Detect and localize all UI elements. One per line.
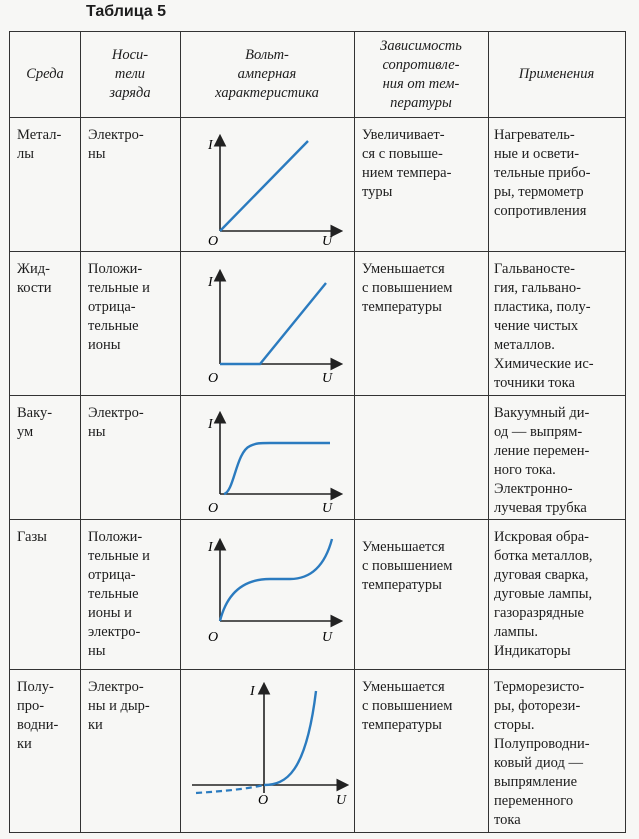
row-applications: Терморезисто- ры, фоторези- сторы. Полупроводни- ковый диод — выпрямление переменного тока [494,679,590,828]
axis-label-current: I [250,684,255,699]
row-medium: Полу- про- водни- ки [17,679,59,752]
column-divider [488,32,489,832]
row-resistance: Увеличивает- ся с повыше- нием темпера- туры [362,127,452,200]
properties-table [9,31,626,833]
row-applications: Нагреватель- ные и освети- тельные прибо- ры, термометр сопротивления [494,127,591,219]
row-divider [10,519,625,520]
axis-label-origin: O [208,234,219,248]
iv-curve-linear [220,141,308,231]
row-divider [10,251,625,252]
row-carriers: Электро- ны [88,127,144,162]
iv-graph-semiconductors [186,673,352,808]
iv-graph-metals [190,123,350,248]
iv-graph-liquids [190,258,350,388]
row-medium: Ваку- ум [17,405,53,440]
iv-curve-forward [264,691,316,785]
column-divider [180,32,181,832]
row-carriers: Положи- тельные и отрица- тельные ионы и электро- ны [88,529,150,659]
axis-label-voltage: U [322,234,333,248]
iv-curve-threshold [220,283,326,364]
row-carriers: Электро- ны и дыр- ки [88,679,150,733]
row-applications: Гальваносте- гия, гальвано- пластика, полу- чение чистых металлов. Химические ис- точники тока [494,261,594,391]
header-medium: Среда [26,66,64,82]
row-carriers: Электро- ны [88,405,144,440]
axis-label-current: I [208,417,213,432]
axis-label-voltage: U [322,371,333,386]
iv-graph-gases [190,529,350,649]
column-divider [80,32,81,832]
row-resistance: Уменьшается с повышением температуры [362,261,453,315]
header-carriers: Носи- тели заряда [109,47,151,101]
iv-curve-reverse [196,785,264,793]
axis-label-current: I [208,275,213,290]
axis-label-voltage: U [336,793,347,808]
row-applications: Искровая обра- ботка металлов, дуговая сварка, дуговые лампы, газоразрядные лампы. Индикаторы [494,529,593,659]
iv-graph-vacuum [190,402,350,517]
row-divider [10,669,625,670]
header-resistance: Зависимость сопротивле- ния от тем- пературы [380,37,462,111]
axis-label-voltage: U [322,630,333,645]
row-medium: Газы [17,529,47,545]
header-applications: Применения [518,66,595,82]
axis-label-origin: O [258,793,269,808]
row-medium: Метал- лы [17,127,62,162]
axis-label-current: I [208,138,213,153]
row-divider [10,117,625,118]
axis-label-voltage: U [322,501,333,516]
row-carriers: Положи- тельные и отрица- тельные ионы [88,261,150,353]
axis-label-origin: O [208,630,219,645]
iv-curve-plateau-rise [220,539,332,621]
table-caption: Таблица 5 [86,3,167,20]
column-divider [354,32,355,832]
row-resistance: Уменьшается с повышением температуры [362,679,453,733]
axis-label-current: I [208,540,213,555]
row-medium: Жид- кости [17,261,52,296]
header-iv-characteristic: Вольт- амперная характеристика [215,47,319,101]
iv-curve-saturation [224,443,330,494]
axis-label-origin: O [208,371,219,386]
row-resistance: Уменьшается с повышением температуры [362,539,453,593]
row-applications: Вакуумный ди- од — выпрям- ление перемен- ного тока. Электронно- лучевая трубка [494,405,590,516]
axis-label-origin: O [208,501,219,516]
row-divider [10,395,625,396]
